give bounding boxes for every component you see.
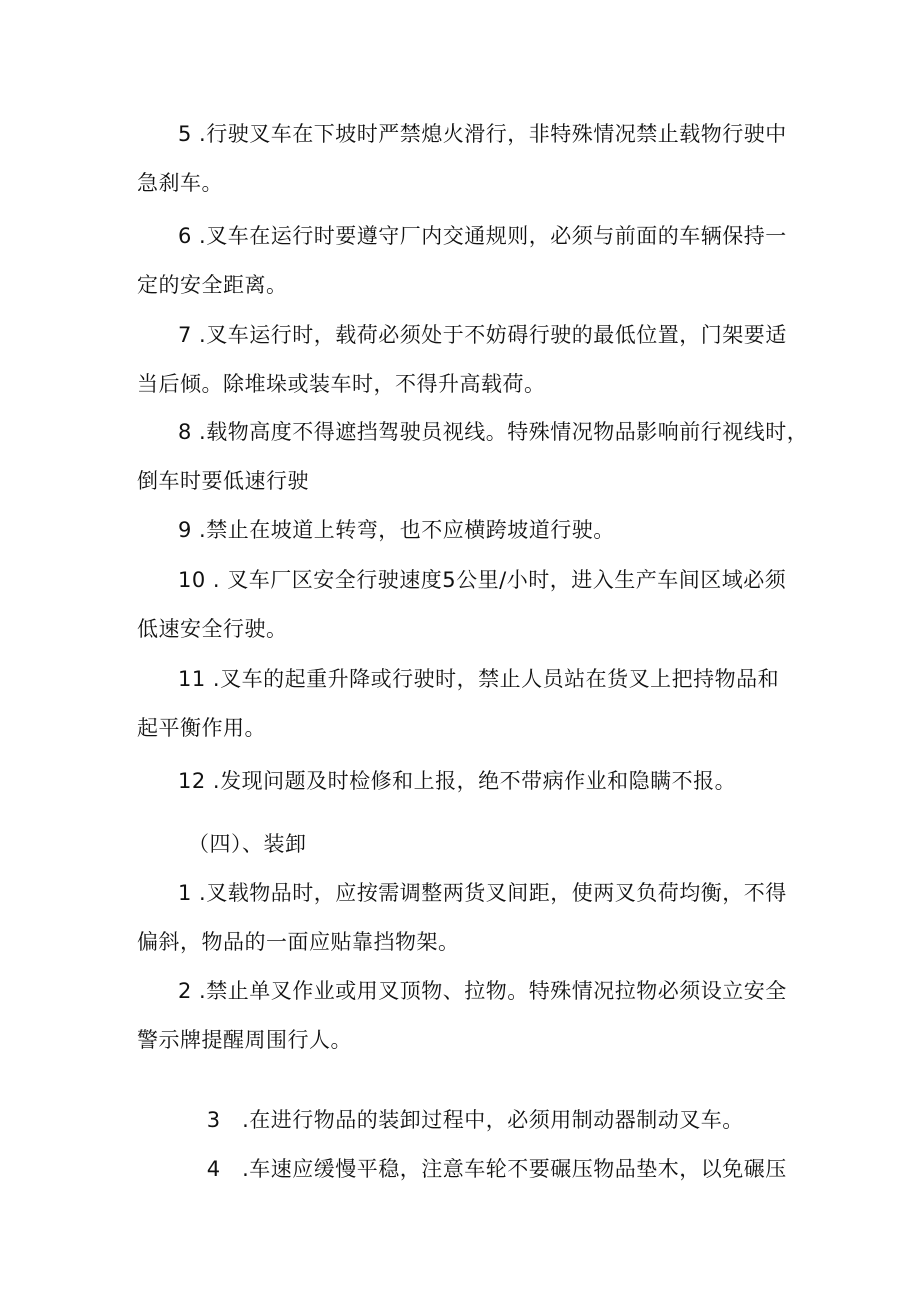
item-text: .车速应缓慢平稳，注意车轮不要碾压物品垫木，以免碾压 — [220, 1157, 787, 1181]
item-number: 1 — [178, 881, 192, 905]
item-10-line-2: 低速安全行驶。 — [137, 617, 288, 641]
item-number: 8 — [178, 420, 192, 444]
section-item-1-line-2: 偏斜，物品的一面应贴靠挡物架。 — [137, 930, 460, 954]
section-heading: （四）、装卸 — [188, 832, 307, 856]
item-11-line-2: 起平衡作用。 — [137, 716, 266, 740]
item-text: .叉车运行时，载荷必须处于不妨碍行驶的最低位置，门架要适 — [191, 323, 787, 347]
item-text: .载物高度不得遮挡驾驶员视线。特殊情况物品影响前行视线时， — [191, 420, 809, 444]
section-item-2-line-2: 警示牌提醒周围行人。 — [137, 1028, 352, 1052]
section-item-1-line-1 — [178, 878, 787, 908]
item-10-line-1 — [178, 565, 786, 595]
item-8-line-2: 倒车时要低速行驶 — [137, 469, 309, 493]
item-number: 10 — [178, 568, 206, 592]
item-9-line-1 — [178, 515, 615, 545]
item-text: .在进行物品的装卸过程中，必须用制动器制动叉车。 — [220, 1108, 744, 1132]
item-text: .禁止在坡道上转弯，也不应横跨坡道行驶。 — [191, 518, 615, 542]
item-text: .禁止单叉作业或用叉顶物、拉物。特殊情况拉物必须设立安全 — [191, 979, 787, 1003]
item-number: 11 — [178, 667, 206, 691]
item-8-line-1 — [178, 417, 808, 447]
item-7-line-2: 当后倾。除堆垛或装车时，不得升高载荷。 — [137, 372, 546, 396]
item-number: 12 — [178, 769, 206, 793]
section-item-4-line-1 — [178, 1124, 787, 1214]
item-number: 4 — [206, 1157, 221, 1181]
item-number: 5 — [178, 122, 192, 146]
item-7-line-1 — [178, 320, 787, 350]
item-6-line-2: 定的安全距离。 — [137, 273, 288, 297]
item-number: 9 — [178, 518, 192, 542]
item-text: .行驶叉车在下坡时严禁熄火滑行，非特殊情况禁止载物行驶中 — [191, 122, 787, 146]
item-number: 7 — [178, 323, 192, 347]
section-item-2-line-1 — [178, 976, 787, 1006]
item-text: .叉车在运行时要遵守厂内交通规则，必须与前面的车辆保持一 — [191, 224, 787, 248]
item-5-line-2: 急刹车。 — [137, 171, 223, 195]
item-number: 3 — [206, 1108, 221, 1132]
item-11-line-1 — [178, 664, 779, 694]
item-number: 2 — [178, 979, 192, 1003]
item-6-line-1 — [178, 221, 787, 251]
item-text: .发现问题及时检修和上报，绝不带病作业和隐瞒不报。 — [205, 769, 737, 793]
item-number: 6 — [178, 224, 192, 248]
item-text: .叉载物品时，应按需调整两货叉间距，使两叉负荷均衡，不得 — [191, 881, 787, 905]
item-text: .叉车的起重升降或行驶时，禁止人员站在货叉上把持物品和 — [205, 667, 780, 691]
item-5-line-1 — [178, 119, 787, 149]
item-12-line-1 — [178, 766, 736, 796]
item-text: . 叉车厂区安全行驶速度5公里/小时，进入生产车间区域必须 — [205, 568, 787, 592]
